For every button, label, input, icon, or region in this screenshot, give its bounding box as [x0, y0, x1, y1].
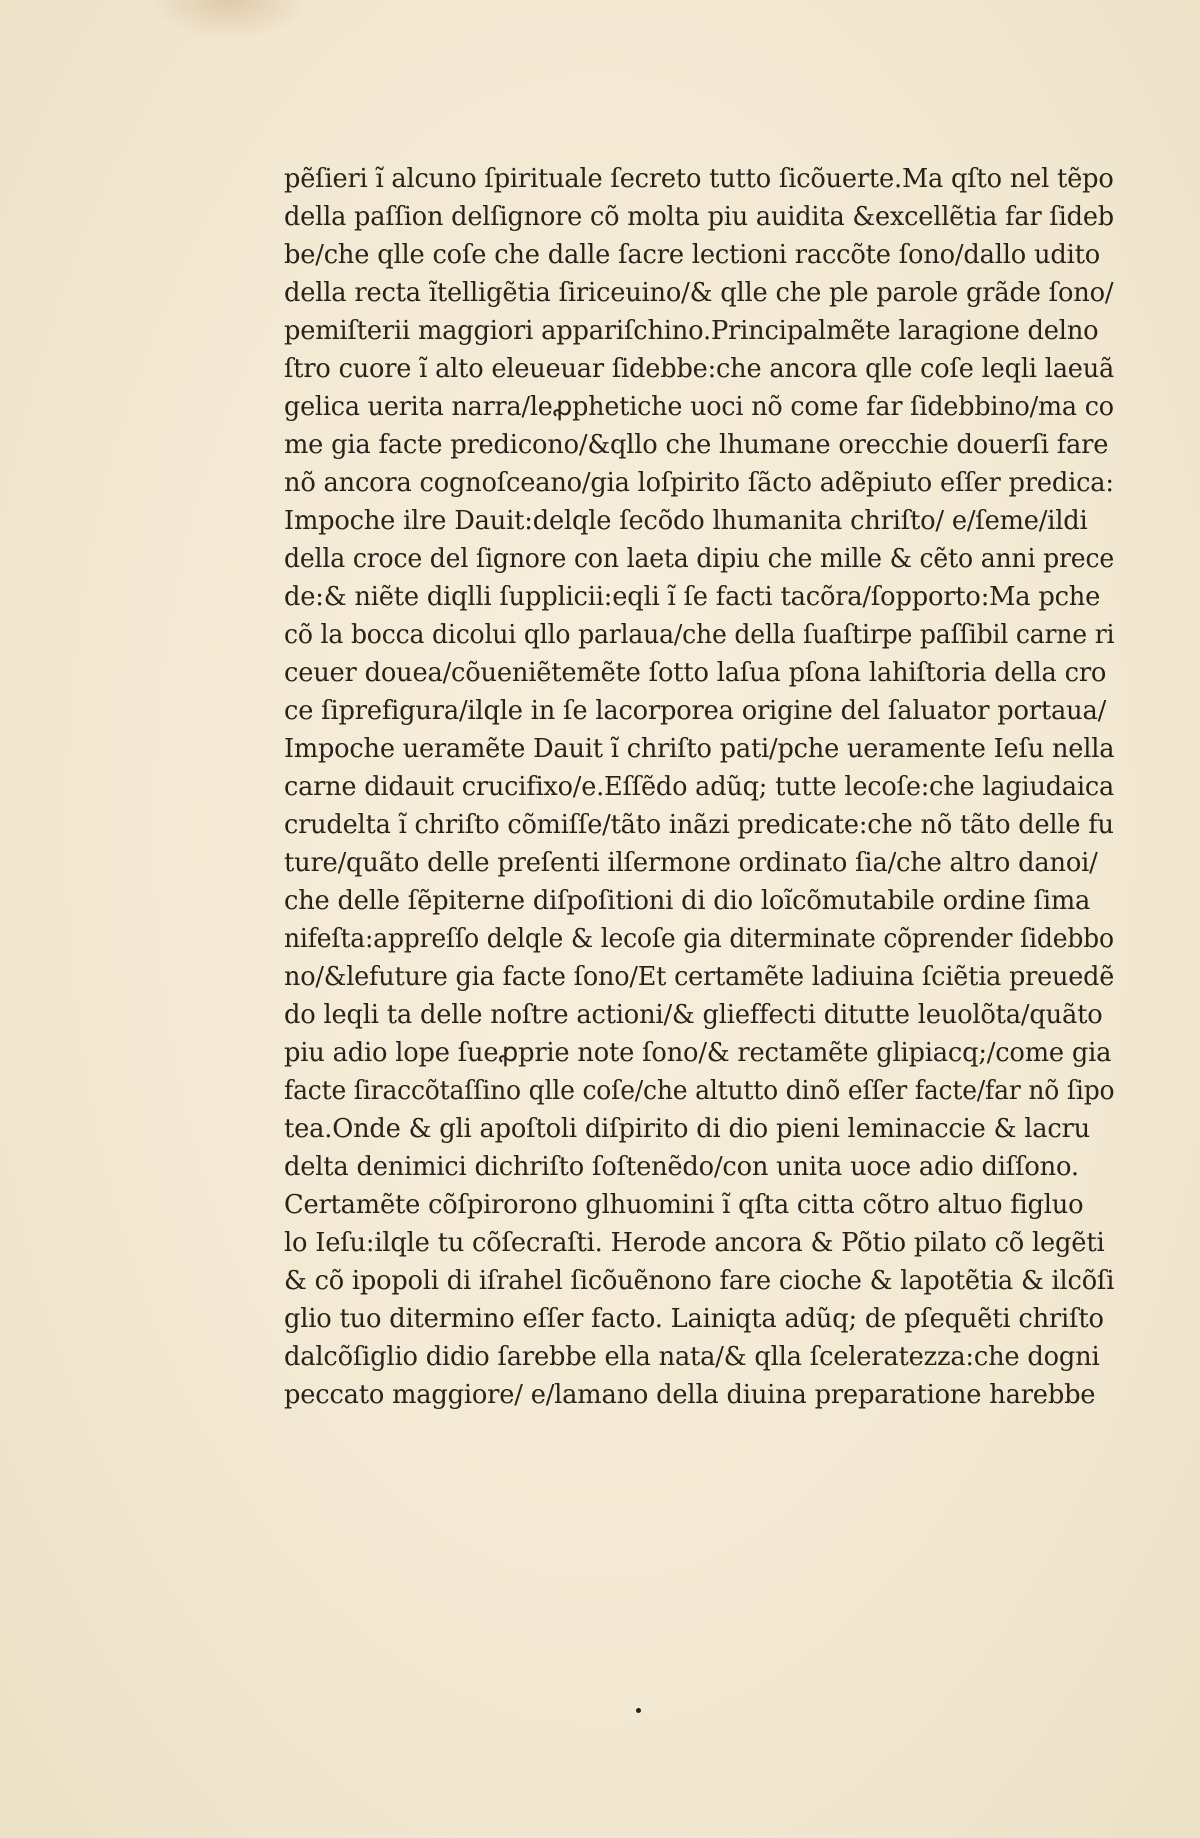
text-line: cõ la bocca dicolui qllo parlaua/che della ſuaſtirpe paſſibil carne ri — [284, 620, 1115, 650]
text-line: facte ſiraccõtaſſino qlle coſe/che altutto dinõ eſſer facte/far nõ ſipo — [284, 1076, 1115, 1106]
text-line: ce ſiprefigura/ilqle in ſe lacorporea origine del ſaluator portaua/ — [284, 696, 1107, 726]
text-line: Certamẽte cõſpirorono glhuomini ĩ qſta citta cõtro altuo figluo — [284, 1190, 1084, 1220]
text-line: be/che qlle coſe che dalle ſacre lectioni raccõte ſono/dallo udito — [284, 240, 1101, 270]
text-line: pẽſieri ĩ alcuno ſpirituale ſecreto tutto ſicõuerte.Ma qſto nel tẽpo — [284, 164, 1114, 194]
text-line: ſtro cuore ĩ alto eleueuar ſidebbe:che ancora qlle coſe leqli laeuã — [284, 354, 1115, 384]
text-line: della croce del ſignore con laeta dipiu che mille & cẽto anni prece — [284, 544, 1115, 574]
text-line: che delle ſẽpiterne diſpoſitioni di dio loĩcõmutabile ordine ſima — [284, 886, 1091, 916]
text-line: piu adio lope ſueꝓprie note ſono/& rectamẽte glipiacq;/come gia — [284, 1038, 1112, 1068]
page-mark — [636, 1708, 641, 1713]
text-line: nõ ancora cognoſceano/gia loſpirito ſãcto adẽpiuto eſſer predica: — [284, 468, 1114, 498]
text-line: nifeſta:appreſſo delqle & lecoſe gia diterminate cõprender ſidebbo — [284, 924, 1114, 954]
text-line: lo Ieſu:ilqle tu cõſecraſti. Herode ancora & Põtio pilato cõ legẽti — [284, 1228, 1105, 1258]
text-line: dalcõſiglio didio ſarebbe ella nata/& qlla ſceleratezza:che dogni — [284, 1342, 1100, 1372]
text-line: me gia facte predicono/&qllo che lhumane orecchie douerſi fare — [284, 430, 1109, 460]
text-line: tea.Onde & gli apoſtoli diſpirito di dio pieni leminaccie & lacru — [284, 1114, 1091, 1144]
text-column — [284, 160, 1124, 1414]
text-line: crudelta ĩ chriſto cõmiſſe/tãto inãzi predicate:che nõ tãto delle fu — [284, 810, 1114, 840]
text-line: Impoche ueramẽte Dauit ĩ chriſto pati/pche ueramente Ieſu nella — [284, 734, 1115, 764]
text-line: de:& niẽte diqlli ſupplicii:eqli ĩ ſe facti tacõra/ſopporto:Ma pche — [284, 582, 1101, 612]
text-line: gelica uerita narra/leꝓphetiche uoci nõ come far ſidebbino/ma co — [284, 392, 1114, 422]
text-line: ceuer douea/cõueniẽtemẽte ſotto laſua pſona lahiſtoria della cro — [284, 658, 1107, 688]
text-line: della paſſion delſignore cõ molta piu auidita &excellẽtia far ſideb — [284, 202, 1114, 232]
text-line: della recta ĩtelligẽtia ſiriceuino/& qlle che ple parole grãde ſono/ — [284, 278, 1114, 308]
text-line: no/&lefuture gia facte ſono/Et certamẽte ladiuina ſciẽtia preuedẽ — [284, 962, 1115, 992]
paper-stain — [150, 0, 310, 40]
text-line: carne didauit crucifixo/e.Eſſẽdo adũq; tutte lecoſe:che lagiudaica — [284, 772, 1115, 802]
text-line: Impoche ilre Dauit:delqle ſecõdo lhumanita chriſto/ e/ſeme/ildi — [284, 506, 1088, 536]
text-line: glio tuo ditermino eſſer facto. Lainiqta adũq; de pſequẽti chriſto — [284, 1304, 1104, 1334]
text-line: delta denimici dichriſto ſoſtenẽdo/con unita uoce adio diſſono. — [284, 1152, 1079, 1182]
text-line: ture/quãto delle preſenti ilſermone ordinato ſia/che altro danoi/ — [284, 848, 1098, 878]
text-line: & cõ ipopoli di iſrahel ſicõuẽnono fare cioche & lapotẽtia & ilcõſi — [284, 1266, 1115, 1296]
text-line: do leqli ta delle noſtre actioni/& glieffecti ditutte leuolõta/quãto — [284, 1000, 1103, 1030]
text-line: peccato maggiore/ e/lamano della diuina preparatione harebbe — [284, 1380, 1096, 1410]
text-line: pemiſterii maggiori appariſchino.Principalmẽte laragione delno — [284, 316, 1099, 346]
